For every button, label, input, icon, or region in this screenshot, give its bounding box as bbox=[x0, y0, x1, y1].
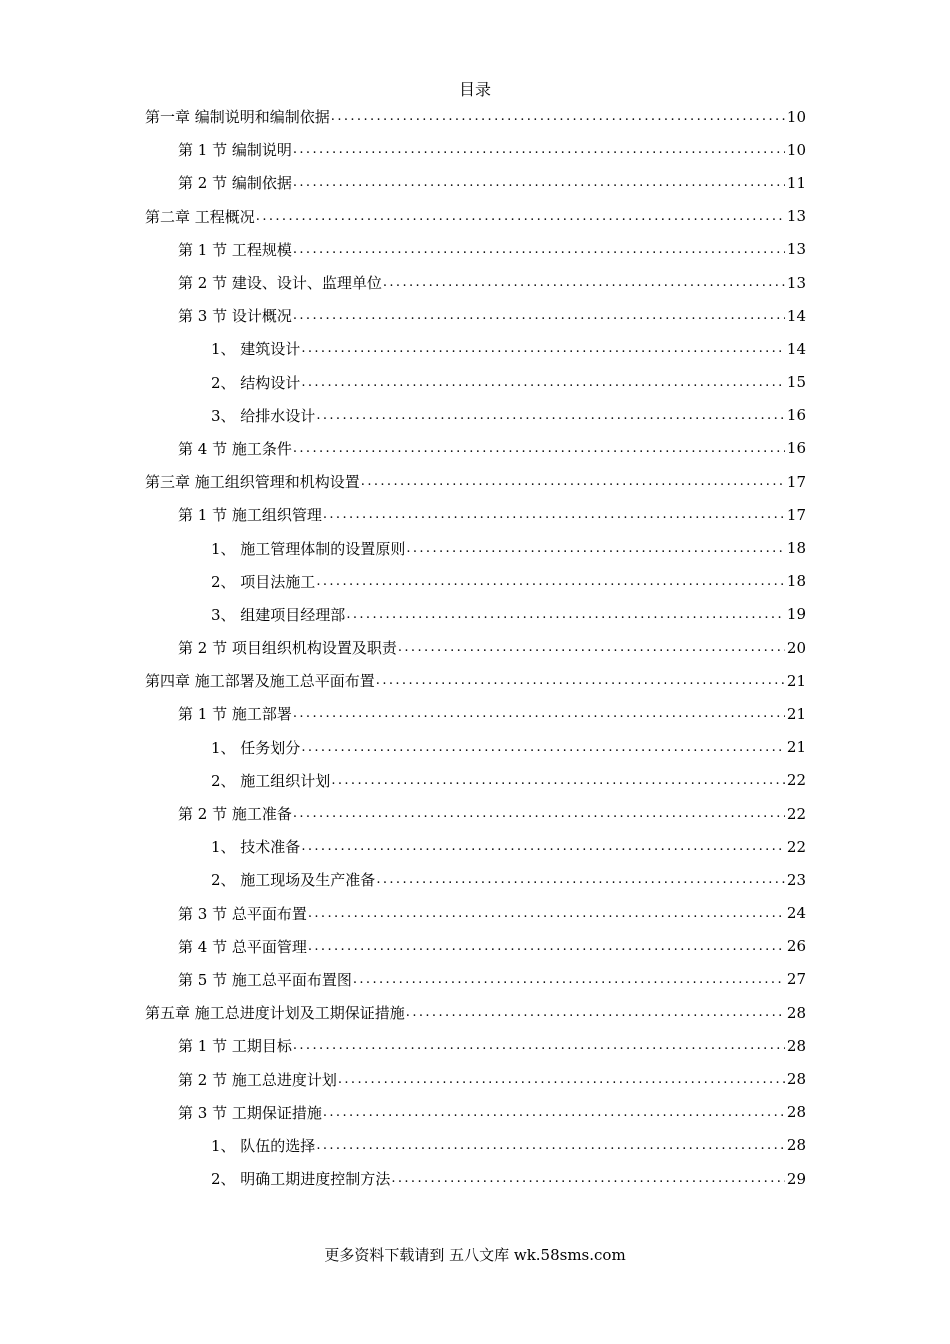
toc-entry[interactable] bbox=[145, 332, 806, 365]
toc-dot-leader bbox=[308, 906, 785, 921]
toc-dot-leader bbox=[293, 242, 785, 257]
toc-dot-leader bbox=[301, 341, 785, 356]
toc-entry-label: 第二章 工程概况 bbox=[145, 207, 255, 226]
toc-entry-page-number: 15 bbox=[786, 373, 806, 392]
toc-dot-leader bbox=[406, 541, 785, 556]
toc-entry-page-number: 17 bbox=[786, 472, 806, 491]
toc-dot-leader bbox=[308, 939, 785, 954]
toc-entry[interactable] bbox=[145, 996, 806, 1029]
toc-dot-leader bbox=[316, 1138, 785, 1153]
toc-entry[interactable] bbox=[145, 366, 806, 399]
toc-entry[interactable] bbox=[145, 664, 806, 697]
toc-entry-label: 第三章 施工组织管理和机构设置 bbox=[145, 473, 360, 492]
toc-entry-page-number: 26 bbox=[786, 937, 806, 956]
toc-entry-page-number: 18 bbox=[786, 572, 806, 591]
toc-dot-leader bbox=[376, 673, 785, 688]
toc-entry-label: 第 1 节 施工部署 bbox=[178, 705, 292, 724]
toc-entry-label: 第 1 节 工期目标 bbox=[178, 1037, 292, 1056]
toc-entry[interactable] bbox=[145, 399, 806, 432]
toc-entry[interactable] bbox=[145, 797, 806, 830]
toc-dot-leader bbox=[323, 1105, 785, 1120]
toc-entry-label: 第 3 节 设计概况 bbox=[178, 307, 292, 326]
toc-entry[interactable] bbox=[145, 598, 806, 631]
toc-entry-label: 第五章 施工总进度计划及工期保证措施 bbox=[145, 1004, 405, 1023]
toc-dot-leader bbox=[316, 408, 785, 423]
toc-dot-leader bbox=[406, 1005, 785, 1020]
toc-dot-leader bbox=[293, 142, 785, 157]
toc-entry-page-number: 24 bbox=[786, 904, 806, 923]
toc-entry-page-number: 19 bbox=[786, 605, 806, 624]
toc-entry[interactable] bbox=[145, 731, 806, 764]
toc-entry[interactable] bbox=[145, 830, 806, 863]
toc-dot-leader bbox=[383, 275, 785, 290]
toc-entry[interactable] bbox=[145, 1096, 806, 1129]
toc-entry-label: 第 3 节 工期保证措施 bbox=[178, 1103, 322, 1122]
toc-entry-page-number: 28 bbox=[786, 1136, 806, 1155]
toc-entry-label: 1、 技术准备 bbox=[211, 838, 301, 857]
toc-entry-page-number: 22 bbox=[786, 771, 806, 790]
toc-entry-page-number: 28 bbox=[786, 1103, 806, 1122]
toc-entry[interactable] bbox=[145, 299, 806, 332]
toc-title: 目录 bbox=[458, 80, 491, 99]
toc-entry[interactable] bbox=[145, 565, 806, 598]
toc-entry[interactable] bbox=[145, 266, 806, 299]
toc-entry-page-number: 21 bbox=[786, 704, 806, 723]
toc-entry-label: 第 2 节 建设、设计、监理单位 bbox=[178, 274, 382, 293]
toc-entry-label: 1、 施工管理体制的设置原则 bbox=[211, 539, 406, 558]
toc-entry-label: 第 2 节 施工准备 bbox=[178, 805, 292, 824]
toc-entry-page-number: 16 bbox=[786, 439, 806, 458]
toc-entry-page-number: 11 bbox=[786, 173, 806, 192]
toc-entry[interactable] bbox=[145, 1162, 806, 1195]
toc-entry-label: 第一章 编制说明和编制依据 bbox=[145, 108, 330, 127]
toc-list bbox=[145, 100, 806, 1195]
toc-entry-label: 第 1 节 工程规模 bbox=[178, 240, 292, 259]
toc-entry-label: 第 4 节 施工条件 bbox=[178, 439, 292, 458]
toc-entry-page-number: 10 bbox=[786, 107, 806, 126]
toc-dot-leader bbox=[338, 1072, 785, 1087]
toc-entry-page-number: 29 bbox=[786, 1169, 806, 1188]
toc-entry-label: 第 2 节 编制依据 bbox=[178, 174, 292, 193]
toc-entry-page-number: 21 bbox=[786, 671, 806, 690]
toc-entry[interactable] bbox=[145, 631, 806, 664]
toc-entry-label: 2、 结构设计 bbox=[211, 373, 301, 392]
toc-dot-leader bbox=[353, 972, 785, 987]
toc-entry[interactable] bbox=[145, 1029, 806, 1062]
toc-entry-page-number: 28 bbox=[786, 1003, 806, 1022]
toc-entry-label: 3、 给排水设计 bbox=[211, 406, 316, 425]
toc-entry[interactable] bbox=[145, 233, 806, 266]
toc-entry[interactable] bbox=[145, 963, 806, 996]
toc-entry-label: 2、 施工组织计划 bbox=[211, 771, 331, 790]
toc-entry-label: 第 2 节 项目组织机构设置及职责 bbox=[178, 639, 397, 658]
toc-dot-leader bbox=[301, 839, 785, 854]
toc-dot-leader bbox=[301, 375, 785, 390]
toc-entry[interactable] bbox=[145, 498, 806, 531]
toc-entry[interactable] bbox=[145, 166, 806, 199]
toc-entry-label: 第 3 节 总平面布置 bbox=[178, 904, 307, 923]
toc-entry[interactable] bbox=[145, 1062, 806, 1095]
toc-dot-leader bbox=[293, 1038, 785, 1053]
toc-entry-label: 第 4 节 总平面管理 bbox=[178, 937, 307, 956]
toc-entry[interactable] bbox=[145, 432, 806, 465]
toc-entry-page-number: 23 bbox=[786, 870, 806, 889]
toc-dot-leader bbox=[391, 1171, 785, 1186]
toc-entry-label: 2、 明确工期进度控制方法 bbox=[211, 1170, 391, 1189]
toc-entry[interactable] bbox=[145, 697, 806, 730]
toc-entry-page-number: 18 bbox=[786, 539, 806, 558]
toc-entry-label: 第 2 节 施工总进度计划 bbox=[178, 1070, 337, 1089]
toc-dot-leader bbox=[293, 706, 785, 721]
toc-entry-page-number: 14 bbox=[786, 339, 806, 358]
toc-entry[interactable] bbox=[145, 863, 806, 896]
toc-dot-leader bbox=[301, 740, 785, 755]
toc-dot-leader bbox=[293, 308, 785, 323]
toc-entry[interactable] bbox=[145, 531, 806, 564]
toc-entry-label: 2、 施工现场及生产准备 bbox=[211, 871, 376, 890]
toc-dot-leader bbox=[293, 175, 785, 190]
toc-entry-page-number: 20 bbox=[786, 638, 806, 657]
toc-entry-label: 1、 任务划分 bbox=[211, 738, 301, 757]
toc-dot-leader bbox=[293, 806, 785, 821]
toc-entry-label: 第 1 节 施工组织管理 bbox=[178, 506, 322, 525]
toc-entry-label: 1、 队伍的选择 bbox=[211, 1136, 316, 1155]
toc-entry-page-number: 28 bbox=[786, 1070, 806, 1089]
toc-entry[interactable] bbox=[145, 764, 806, 797]
toc-entry-page-number: 28 bbox=[786, 1036, 806, 1055]
toc-dot-leader bbox=[398, 640, 785, 655]
toc-entry-page-number: 22 bbox=[786, 804, 806, 823]
toc-entry-page-number: 16 bbox=[786, 406, 806, 425]
toc-entry-page-number: 13 bbox=[786, 273, 806, 292]
toc-entry[interactable] bbox=[145, 200, 806, 233]
toc-dot-leader bbox=[331, 109, 785, 124]
toc-entry-page-number: 17 bbox=[786, 505, 806, 524]
toc-entry-label: 第 1 节 编制说明 bbox=[178, 141, 292, 160]
toc-entry-label: 第 5 节 施工总平面布置图 bbox=[178, 970, 352, 989]
toc-entry[interactable] bbox=[145, 465, 806, 498]
toc-entry[interactable] bbox=[145, 897, 806, 930]
toc-entry-page-number: 10 bbox=[786, 140, 806, 159]
toc-entry-label: 3、 组建项目经理部 bbox=[211, 605, 346, 624]
toc-dot-leader bbox=[361, 474, 785, 489]
toc-dot-leader bbox=[376, 872, 785, 887]
toc-entry-page-number: 27 bbox=[786, 970, 806, 989]
toc-entry-label: 2、 项目法施工 bbox=[211, 572, 316, 591]
toc-dot-leader bbox=[256, 209, 785, 224]
toc-entry[interactable] bbox=[145, 930, 806, 963]
toc-entry-page-number: 21 bbox=[786, 738, 806, 757]
toc-dot-leader bbox=[316, 574, 785, 589]
toc-entry[interactable] bbox=[145, 100, 806, 133]
toc-entry-label: 1、 建筑设计 bbox=[211, 340, 301, 359]
footer-text: 更多资料下载请到 五八文库 wk.58sms.com bbox=[324, 1246, 626, 1264]
toc-dot-leader bbox=[323, 507, 785, 522]
toc-entry[interactable] bbox=[145, 1129, 806, 1162]
toc-dot-leader bbox=[293, 441, 785, 456]
toc-entry-page-number: 14 bbox=[786, 306, 806, 325]
toc-entry-page-number: 13 bbox=[786, 240, 806, 259]
toc-entry-page-number: 13 bbox=[786, 207, 806, 226]
toc-dot-leader bbox=[346, 607, 785, 622]
toc-entry[interactable] bbox=[145, 133, 806, 166]
toc-entry-page-number: 22 bbox=[786, 837, 806, 856]
toc-entry-label: 第四章 施工部署及施工总平面布置 bbox=[145, 672, 375, 691]
toc-dot-leader bbox=[331, 773, 785, 788]
